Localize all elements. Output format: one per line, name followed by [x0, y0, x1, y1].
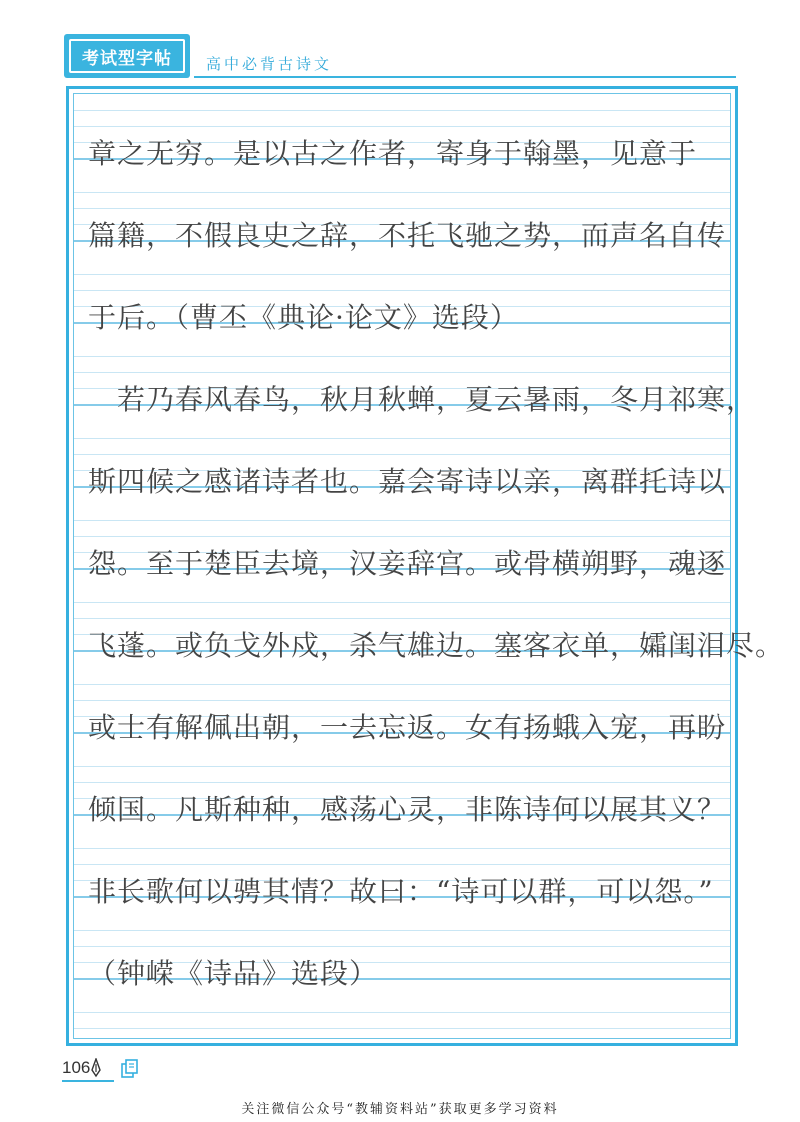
- text-line: （钟嵘《诗品》选段）: [88, 957, 379, 990]
- header-tag-label: 考试型字帖: [69, 39, 185, 73]
- text-line: 斯四候之感诸诗者也。嘉会寄诗以亲，离群托诗以: [88, 465, 727, 498]
- text-line: 章之无穷。是以古之作者，寄身于翰墨，见意于: [88, 137, 698, 170]
- header-subtitle: 高中必背古诗文: [206, 55, 333, 73]
- header-rule: [194, 76, 736, 78]
- header-tag: [64, 34, 190, 78]
- footer-note: 关注微信公众号“教辅资料站”获取更多学习资料: [241, 1102, 559, 1117]
- text-line: 于后。（曹丕《典论·论文》选段）: [88, 301, 519, 334]
- text-line: 飞蓬。或负戈外戍，杀气雄边。塞客衣单，孀闺泪尽。: [88, 629, 785, 662]
- book-icon: [118, 1058, 140, 1080]
- ruled-paper: [73, 93, 785, 1039]
- pen-icon: [88, 1058, 104, 1078]
- text-line: 倾国。凡斯种种，感荡心灵，非陈诗何以展其义？: [88, 793, 727, 826]
- writing-frame: [66, 86, 785, 1046]
- text-line: 非长歌何以骋其情？故曰：“诗可以群，可以怨。”: [88, 875, 714, 908]
- text-line: 若乃春风春鸟，秋月秋蝉，夏云暑雨，冬月祁寒，: [88, 383, 756, 416]
- text-line: 篇籍，不假良史之辞，不托飞驰之势，而声名自传: [88, 219, 727, 252]
- page-number-underline: [62, 1080, 114, 1082]
- text-line: 或士有解佩出朝，一去忘返。女有扬蛾入宠，再盼: [88, 711, 727, 744]
- page-number: 106: [62, 1058, 91, 1077]
- text-line: 怨。至于楚臣去境，汉妾辞宫。或骨横朔野，魂逐: [88, 547, 727, 580]
